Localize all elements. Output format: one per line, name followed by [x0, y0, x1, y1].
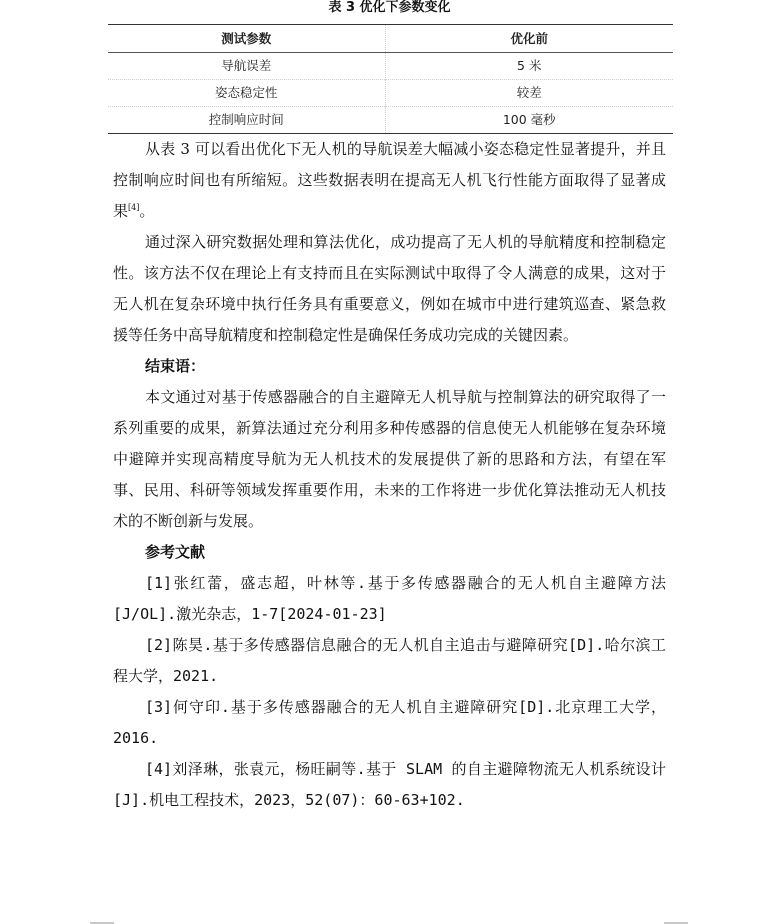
- table-cell: 较差: [385, 80, 673, 107]
- paragraph: 本文通过对基于传感器融合的自主避障无人机导航与控制算法的研究取得了一系列重要的成果，新算法通过充分利用多种传感器的信息使无人机能够在复杂环境中避障并实现高精度导航为无人机技术的发展提供了新的思路和方法，有望在军事、民用、科研等领域发挥重要作用，未来的工作将进一步优化算法推动无人机技术的不断创新与发展。: [113, 388, 666, 530]
- column-header: 测试参数: [108, 25, 385, 53]
- body-text: [113, 134, 666, 816]
- parameter-table: [108, 24, 673, 134]
- column-header: 优化前: [385, 25, 673, 53]
- reference-item: [1]张红蕾，盛志超，叶林等.基于多传感器融合的无人机自主避障方法[J/OL].激光杂志，1-7[2024-01-23]: [113, 574, 666, 623]
- table-header-row: [108, 25, 673, 53]
- table-row: [108, 107, 673, 134]
- paragraph: 通过深入研究数据处理和算法优化，成功提高了无人机的导航精度和控制稳定性。该方法不仅在理论上有支持而且在实际测试中取得了令人满意的成果，这对于无人机在复杂环境中执行任务具有重要意义，例如在城市中进行建筑巡查、紧急救援等任务中高导航精度和控制稳定性是确保任务成功完成的关键因素。: [113, 233, 666, 344]
- table-row: [108, 53, 673, 80]
- table-cell: 5 米: [385, 53, 673, 80]
- paragraph-end: 。: [139, 202, 155, 220]
- table-cell: 100 毫秒: [385, 107, 673, 134]
- table-row: [108, 80, 673, 107]
- table-cell: 姿态稳定性: [108, 80, 385, 107]
- reference-item: [2]陈昊.基于多传感器信息融合的无人机自主追击与避障研究[D].哈尔滨工程大学，2021.: [113, 636, 666, 685]
- references-heading: 参考文献: [145, 543, 206, 561]
- table-cell: 导航误差: [108, 53, 385, 80]
- paragraph-text: 从表 3 可以看出优化下无人机的导航误差大幅减小姿态稳定性显著提升，并且控制响应时间也有所缩短。这些数据表明在提高无人机飞行性能方面取得了显著成果: [113, 140, 666, 220]
- table-cell: 控制响应时间: [108, 107, 385, 134]
- reference-item: [4]刘泽琳，张袁元，杨旺嗣等.基于 SLAM 的自主避障物流无人机系统设计[J].机电工程技术，2023，52(07)：60-63+102.: [113, 760, 666, 809]
- paragraph: [113, 134, 666, 227]
- citation-ref: [4]: [128, 203, 140, 212]
- conclusion-heading: 结束语：: [145, 357, 206, 375]
- table-caption: 表 3 优化下参数变化: [328, 0, 451, 15]
- reference-item: [3]何守印.基于多传感器融合的无人机自主避障研究[D].北京理工大学，2016.: [113, 698, 666, 747]
